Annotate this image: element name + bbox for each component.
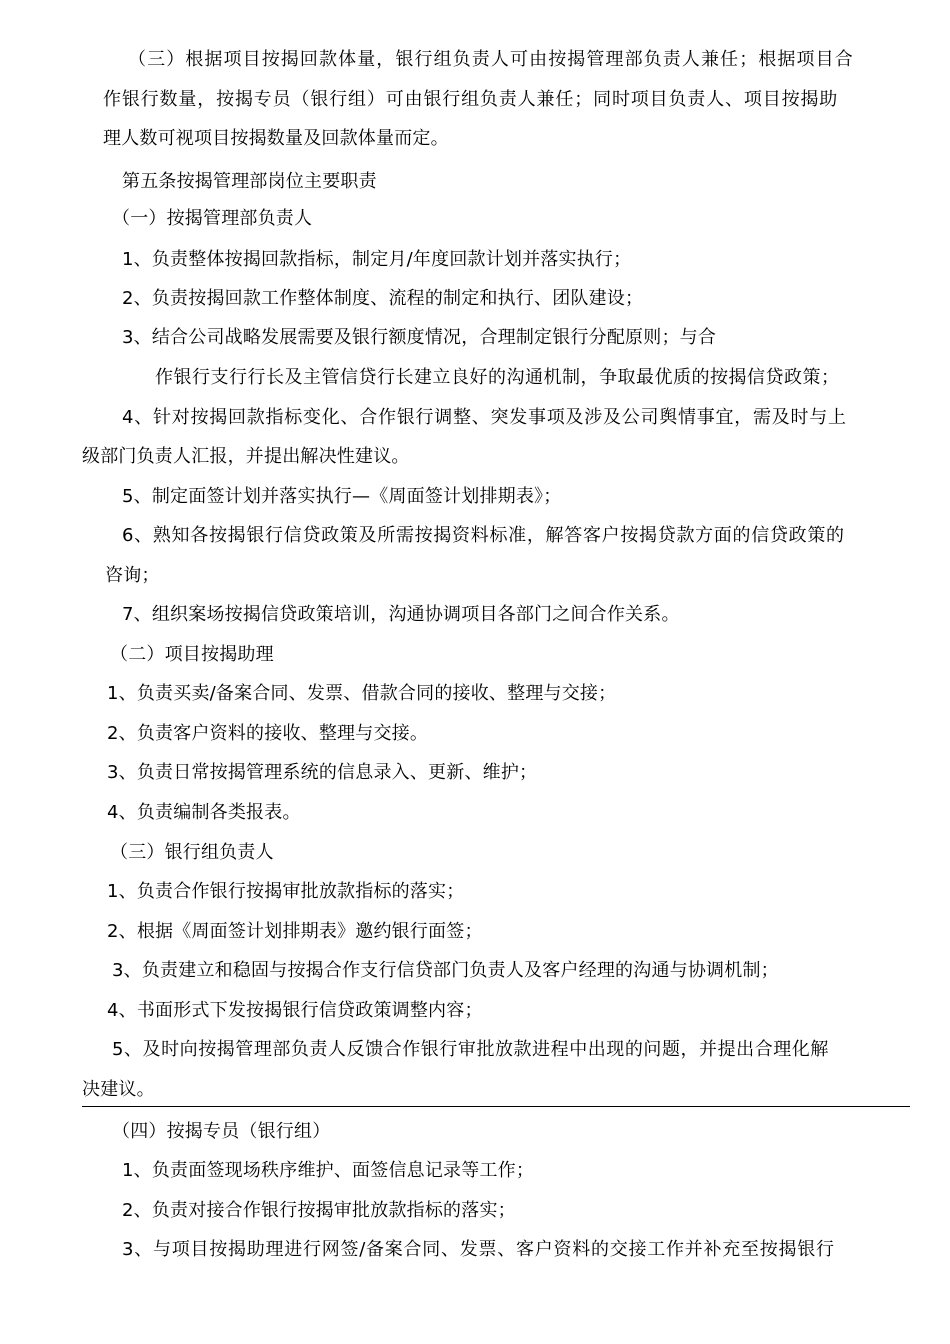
list-item-continuation: 作银行支行行长及主管信贷行长建立良好的沟通机制，争取最优质的按揭信贷政策；	[155, 367, 840, 388]
list-item: 4、书面形式下发按揭银行信贷政策调整内容；	[107, 1000, 483, 1021]
section-heading: 第五条按揭管理部岗位主要职责	[122, 171, 377, 192]
list-item: 4、针对按揭回款指标变化、合作银行调整、突发事项及涉及公司舆情事宜，需及时与上	[122, 407, 847, 428]
list-item: 1、负责面签现场秩序维护、面签信息记录等工作；	[122, 1160, 535, 1181]
list-item: 3、负责日常按揭管理系统的信息录入、更新、维护；	[107, 762, 538, 783]
paragraph-line: （三）根据项目按揭回款体量，银行组负责人可由按揭管理部负责人兼任；根据项目合	[128, 49, 854, 70]
list-item: 5、制定面签计划并落实执行—《周面签计划排期表》；	[122, 486, 562, 507]
list-item: 7、组织案场按揭信贷政策培训，沟通协调项目各部门之间合作关系。	[122, 604, 680, 625]
list-item: 3、结合公司战略发展需要及银行额度情况，合理制定银行分配原则；与合	[122, 327, 717, 348]
list-item: 1、负责买卖/备案合同、发票、借款合同的接收、整理与交接；	[107, 683, 617, 704]
subsection-heading: （三）银行组负责人	[110, 842, 274, 863]
list-item: 1、负责整体按揭回款指标，制定月/年度回款计划并落实执行；	[122, 249, 632, 270]
page-divider	[82, 1106, 910, 1107]
list-item: 2、负责客户资料的接收、整理与交接。	[107, 723, 429, 744]
list-item-continuation: 决建议。	[82, 1079, 155, 1100]
list-item: 2、负责按揭回款工作整体制度、流程的制定和执行、团队建设；	[122, 288, 644, 309]
list-item: 1、负责合作银行按揭审批放款指标的落实；	[107, 881, 465, 902]
subsection-heading: （一）按揭管理部负责人	[112, 208, 313, 229]
list-item: 3、与项目按揭助理进行网签/备案合同、发票、客户资料的交接工作并补充至按揭银行	[122, 1239, 835, 1260]
list-item-continuation: 咨询；	[105, 565, 160, 586]
paragraph-line: 作银行数量，按揭专员（银行组）可由银行组负责人兼任；同时项目负责人、项目按揭助	[103, 89, 839, 110]
list-item: 2、负责对接合作银行按揭审批放款指标的落实；	[122, 1200, 516, 1221]
list-item-continuation: 级部门负责人汇报，并提出解决性建议。	[82, 446, 410, 467]
subsection-heading: （二）项目按揭助理	[110, 644, 274, 665]
list-item: 5、及时向按揭管理部负责人反馈合作银行审批放款进程中出现的问题，并提出合理化解	[112, 1039, 829, 1060]
list-item: 4、负责编制各类报表。	[107, 802, 301, 823]
subsection-heading: （四）按揭专员（银行组）	[112, 1121, 331, 1142]
list-item: 6、熟知各按揭银行信贷政策及所需按揭资料标准，解答客户按揭贷款方面的信贷政策的	[122, 525, 845, 546]
paragraph-line: 理人数可视项目按揭数量及回款体量而定。	[103, 128, 449, 149]
list-item: 2、根据《周面签计划排期表》邀约银行面签；	[107, 921, 483, 942]
list-item: 3、负责建立和稳固与按揭合作支行信贷部门负责人及客户经理的沟通与协调机制；	[112, 960, 779, 981]
